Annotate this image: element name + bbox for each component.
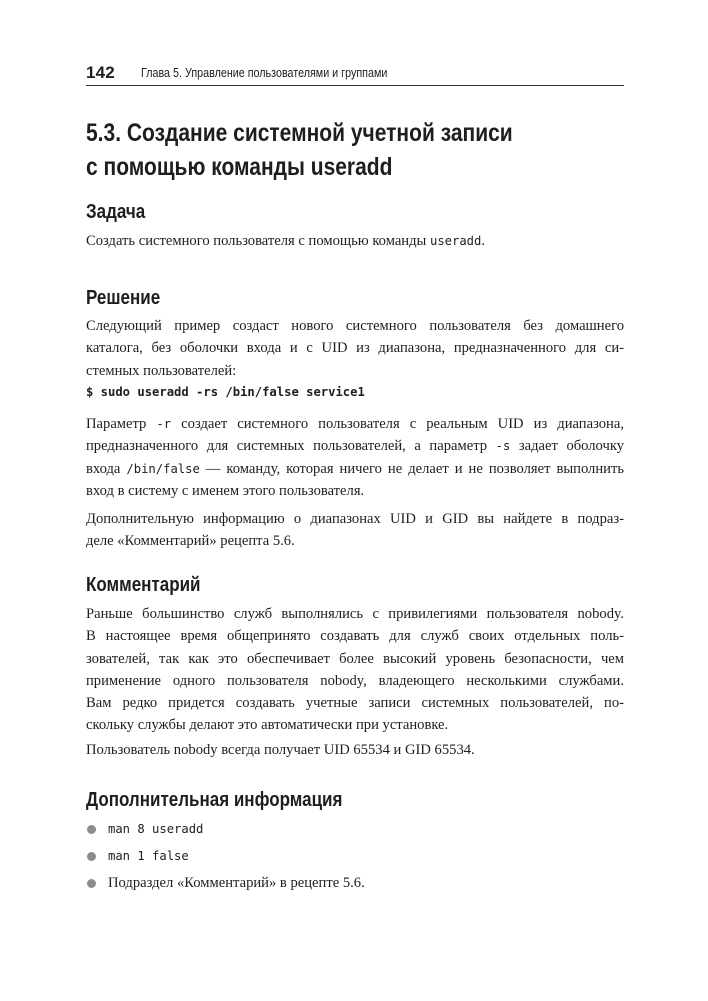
params-line-1 [86,413,624,435]
comment-line: Раньше большинство служб выполнялись с привилегиями пользователя nobody. [86,606,624,622]
params-line-4: вход в систему с именем этого пользователя. [86,482,365,499]
more-info-heading: Дополнительная информация [86,789,343,811]
man-useradd-item: man 8 useradd [108,822,204,836]
list-item [86,818,624,845]
task-text [86,230,624,252]
comment-line: Вам редко придется создавать учетные записи системных пользователей, по- [86,695,624,712]
nobody-paragraph: Пользователь nobody всегда получает UID 65534 и GID 65534. [86,742,475,758]
man-false-item: man 1 false [108,849,189,863]
section-title-line-2: с помощью команды useradd [86,153,393,181]
more-info-line: деле «Комментарий» рецепта 5.6. [86,533,295,550]
comment-paragraph [86,603,624,737]
solution-intro-line: Следующий пример создаст нового системного пользователя без домашнего [86,318,624,334]
param-s-code: -s [495,439,511,454]
task-heading: Задача [86,201,146,223]
bullet-icon [87,852,96,861]
page-number: 142 [86,63,115,82]
task-text-after: . [481,233,486,249]
more-info-paragraph [86,508,624,553]
comment-reference-item: Подраздел «Комментарий» в рецепте 5.6. [108,875,365,891]
bin-false-code: /bin/false [126,461,200,476]
solution-intro-line: каталога, без оболочки входа и с UID из диапазона, предназначенного для си- [86,340,624,357]
param-r-code: -r [156,417,172,431]
comment-line: скольку службы делают это автоматически при установке. [86,717,449,734]
params-text: — команду, которая ничего не делает и не позволяет выполнить [199,460,624,477]
params-line-3 [86,458,624,480]
section-title [86,116,538,184]
task-code: useradd [430,234,482,248]
params-paragraph [86,413,624,502]
running-header [86,60,624,86]
more-info-line: Дополнительную информацию о диапазонах UID и GID вы найдете в подраз- [86,511,624,527]
params-text: создает системного пользователя с реальным UID из диапазона, [171,416,624,432]
comment-heading: Комментарий [86,574,201,596]
solution-heading: Решение [86,287,161,309]
comment-line: зователей, так как это обеспечивает более высокий уровень безопасности, чем [86,650,624,667]
command-example: $ sudo useradd -rs /bin/false service1 [86,385,365,399]
task-text-before: Создать системного пользователя с помощью команды [86,233,430,249]
list-item [86,845,624,872]
section-title-line-1: 5.3. Создание системной учетной записи [86,119,513,147]
list-item [86,872,624,899]
bullet-icon [87,879,96,888]
params-text: Параметр [86,416,157,432]
params-text: входа [86,460,127,477]
params-line-2 [86,435,624,457]
comment-line: применение одного пользователя nobody, владеющего несколькими службами. [86,672,624,689]
solution-intro-line: стемных пользователей: [86,362,237,379]
chapter-title: Глава 5. Управление пользователями и группами [140,66,388,80]
params-text: задает оболочку [510,438,624,455]
params-text: предназначенного для системных пользователей, а параметр [86,438,496,455]
solution-intro [86,315,624,382]
book-page [86,0,624,1001]
more-info-list [86,818,624,899]
bullet-icon [87,825,96,834]
comment-line: В настоящее время общепринято создавать для служб своих отдельных поль- [86,628,624,645]
